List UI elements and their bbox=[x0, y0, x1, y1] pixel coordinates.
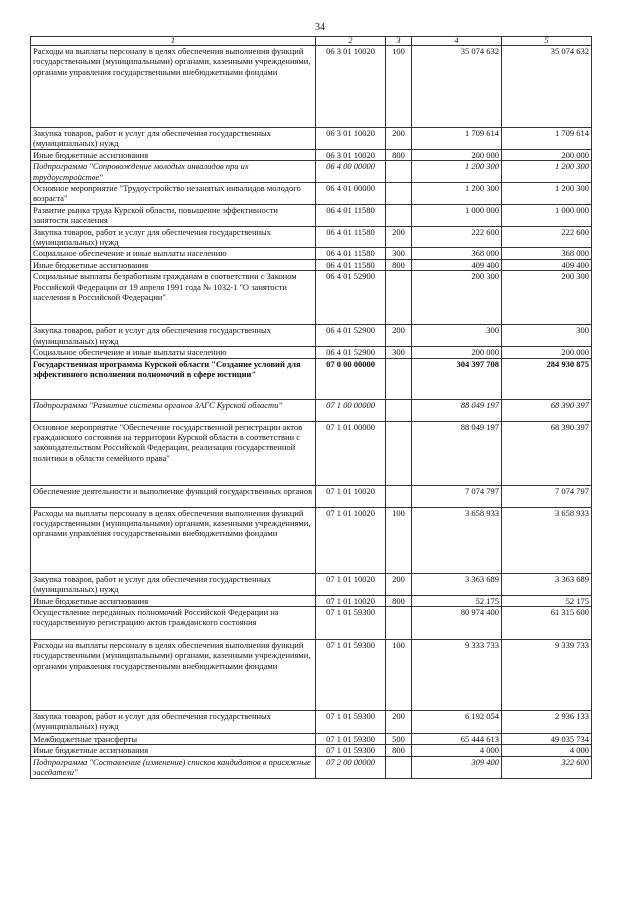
expense-kind-cell: 200 bbox=[386, 573, 412, 595]
expense-name-cell: Осуществление переданных полномочий Российской Федерации на государственную регистрацию актов гражданского состояния bbox=[31, 606, 316, 639]
expense-kind-cell bbox=[386, 358, 412, 399]
target-code-cell: 07 1 01 10020 bbox=[316, 485, 386, 507]
expense-kind-cell: 300 bbox=[386, 347, 412, 358]
table-row bbox=[31, 46, 592, 128]
amount-year2-cell: 1 709 614 bbox=[502, 128, 592, 150]
table-row bbox=[31, 204, 592, 226]
expense-name-cell: Подпрограмма "Развитие системы органов ЗАГС Курской области" bbox=[31, 399, 316, 421]
expense-kind-cell bbox=[386, 606, 412, 639]
amount-year1-cell: 368 000 bbox=[412, 248, 502, 259]
target-code-cell: 06 4 01 52900 bbox=[316, 325, 386, 347]
expense-name-cell: Социальное обеспечение и иные выплаты населению bbox=[31, 347, 316, 358]
expense-kind-cell bbox=[386, 271, 412, 325]
table-row bbox=[31, 259, 592, 270]
expense-name-cell: Расходы на выплаты персоналу в целях обеспечения выполнения функций государственными (муниципальными) органами, казенными учреждениями, органами управления государственными внебюджетными фондами bbox=[31, 507, 316, 573]
table-row bbox=[31, 485, 592, 507]
expense-name-cell: Подпрограмма "Сопровождение молодых инвалидов при их трудоустройстве" bbox=[31, 161, 316, 183]
target-code-cell: 06 4 01 52900 bbox=[316, 271, 386, 325]
expense-name-cell: Основное мероприятие "Обеспечение государственной регистрации актов гражданского состояния на территории Курской области в соответствии с законодательством Российской Федерации, реализация государственной политики в области семейного права" bbox=[31, 421, 316, 485]
expense-kind-cell: 800 bbox=[386, 595, 412, 606]
amount-year1-cell: 222 600 bbox=[412, 226, 502, 248]
amount-year2-cell: 68 390 397 bbox=[502, 421, 592, 485]
amount-year1-cell: 35 074 632 bbox=[412, 46, 502, 128]
expense-name-cell: Государственная программа Курской области "Создание условий для эффективного исполнения полномочий в сфере юстиции" bbox=[31, 358, 316, 399]
table-row bbox=[31, 149, 592, 160]
amount-year1-cell: 88 049 197 bbox=[412, 399, 502, 421]
table-row bbox=[31, 733, 592, 744]
target-code-cell: 06 4 01 11580 bbox=[316, 259, 386, 270]
amount-year1-cell: 1 200 300 bbox=[412, 183, 502, 205]
amount-year2-cell: 35 074 632 bbox=[502, 46, 592, 128]
target-code-cell: 06 4 01 00000 bbox=[316, 183, 386, 205]
target-code-cell: 07 0 00 00000 bbox=[316, 358, 386, 399]
amount-year1-cell: 3 363 689 bbox=[412, 573, 502, 595]
amount-year2-cell: 1 200 300 bbox=[502, 161, 592, 183]
target-code-cell: 06 4 01 11580 bbox=[316, 248, 386, 259]
amount-year1-cell: 52 175 bbox=[412, 595, 502, 606]
expense-kind-cell: 200 bbox=[386, 226, 412, 248]
amount-year2-cell: 4 000 bbox=[502, 745, 592, 756]
expense-kind-cell bbox=[386, 204, 412, 226]
column-header: 5 bbox=[502, 37, 592, 46]
table-row bbox=[31, 248, 592, 259]
amount-year1-cell: 65 444 613 bbox=[412, 733, 502, 744]
amount-year2-cell: 52 175 bbox=[502, 595, 592, 606]
target-code-cell: 06 4 01 52900 bbox=[316, 347, 386, 358]
amount-year1-cell: 7 074 797 bbox=[412, 485, 502, 507]
amount-year2-cell: 61 315 600 bbox=[502, 606, 592, 639]
table-row bbox=[31, 639, 592, 710]
expense-name-cell: Расходы на выплаты персоналу в целях обеспечения выполнения функций государственными (муниципальными) органами, казенными учреждениями, органами управления государственными внебюджетными фондами bbox=[31, 46, 316, 128]
expense-kind-cell: 100 bbox=[386, 507, 412, 573]
expense-name-cell: Расходы на выплаты персоналу в целях обеспечения выполнения функций государственными (муниципальными) органами, казенными учреждениями, органами управления государственными внебюджетными фондами bbox=[31, 639, 316, 710]
expense-name-cell: Межбюджетные трансферты bbox=[31, 733, 316, 744]
amount-year2-cell: 49 035 734 bbox=[502, 733, 592, 744]
amount-year2-cell: 409 400 bbox=[502, 259, 592, 270]
table-row bbox=[31, 128, 592, 150]
expense-name-cell: Обеспечение деятельности и выполнение функций государственных органов bbox=[31, 485, 316, 507]
expense-kind-cell: 800 bbox=[386, 149, 412, 160]
expense-kind-cell: 100 bbox=[386, 46, 412, 128]
expense-kind-cell bbox=[386, 161, 412, 183]
amount-year2-cell: 222 600 bbox=[502, 226, 592, 248]
table-row bbox=[31, 183, 592, 205]
expense-kind-cell: 300 bbox=[386, 248, 412, 259]
table-row bbox=[31, 161, 592, 183]
amount-year1-cell: 200 300 bbox=[412, 271, 502, 325]
expense-kind-cell bbox=[386, 421, 412, 485]
amount-year2-cell: 200 300 bbox=[502, 271, 592, 325]
amount-year1-cell: 309 400 bbox=[412, 756, 502, 778]
amount-year2-cell: 1 000 000 bbox=[502, 204, 592, 226]
target-code-cell: 07 1 01 10020 bbox=[316, 573, 386, 595]
amount-year2-cell: 300 bbox=[502, 325, 592, 347]
column-header: 2 bbox=[316, 37, 386, 46]
expense-kind-cell: 200 bbox=[386, 325, 412, 347]
amount-year2-cell: 368 000 bbox=[502, 248, 592, 259]
table-row bbox=[31, 507, 592, 573]
target-code-cell: 06 4 01 11580 bbox=[316, 204, 386, 226]
expense-name-cell: Основное мероприятие "Трудоустройство незанятых инвалидов молодого возраста" bbox=[31, 183, 316, 205]
table-row bbox=[31, 226, 592, 248]
amount-year1-cell: 9 333 733 bbox=[412, 639, 502, 710]
expense-name-cell: Закупка товаров, работ и услуг для обеспечения государственных (муниципальных) нужд bbox=[31, 573, 316, 595]
expense-kind-cell: 800 bbox=[386, 745, 412, 756]
amount-year2-cell: 68 390 397 bbox=[502, 399, 592, 421]
expense-kind-cell: 800 bbox=[386, 259, 412, 270]
table-row bbox=[31, 358, 592, 399]
expense-kind-cell bbox=[386, 399, 412, 421]
amount-year2-cell: 3 658 933 bbox=[502, 507, 592, 573]
amount-year1-cell: 88 049 197 bbox=[412, 421, 502, 485]
target-code-cell: 07 1 00 00000 bbox=[316, 399, 386, 421]
expense-kind-cell: 200 bbox=[386, 128, 412, 150]
target-code-cell: 07 1 01 59300 bbox=[316, 606, 386, 639]
column-header: 1 bbox=[31, 37, 316, 46]
amount-year2-cell: 284 930 875 bbox=[502, 358, 592, 399]
expense-kind-cell bbox=[386, 756, 412, 778]
amount-year2-cell: 200 000 bbox=[502, 347, 592, 358]
table-row bbox=[31, 756, 592, 778]
target-code-cell: 06 3 01 10020 bbox=[316, 46, 386, 128]
table-row bbox=[31, 421, 592, 485]
expense-name-cell: Развитие рынка труда Курской области, повышение эффективности занятости населения bbox=[31, 204, 316, 226]
amount-year1-cell: 80 974 400 bbox=[412, 606, 502, 639]
column-number-row bbox=[31, 37, 592, 46]
amount-year2-cell: 200 000 bbox=[502, 149, 592, 160]
table-row bbox=[31, 573, 592, 595]
expense-name-cell: Закупка товаров, работ и услуг для обеспечения государственных (муниципальных) нужд bbox=[31, 710, 316, 733]
table-row bbox=[31, 271, 592, 325]
amount-year1-cell: 1 200 300 bbox=[412, 161, 502, 183]
amount-year2-cell: 1 200 300 bbox=[502, 183, 592, 205]
target-code-cell: 07 1 01 00000 bbox=[316, 421, 386, 485]
expense-name-cell: Иные бюджетные ассигнования bbox=[31, 745, 316, 756]
expense-name-cell: Иные бюджетные ассигнования bbox=[31, 259, 316, 270]
expense-name-cell: Социальные выплаты безработным гражданам в соответствии с Законом Российской Федерации от 19 апреля 1991 года № 1032-1 "О занятости населения в Российской Федерации" bbox=[31, 271, 316, 325]
budget-table bbox=[30, 36, 592, 779]
target-code-cell: 07 1 01 59300 bbox=[316, 710, 386, 733]
amount-year1-cell: 409 400 bbox=[412, 259, 502, 270]
amount-year1-cell: 300 bbox=[412, 325, 502, 347]
amount-year2-cell: 7 074 797 bbox=[502, 485, 592, 507]
amount-year2-cell: 2 936 133 bbox=[502, 710, 592, 733]
amount-year1-cell: 304 397 708 bbox=[412, 358, 502, 399]
amount-year1-cell: 200 000 bbox=[412, 347, 502, 358]
expense-name-cell: Закупка товаров, работ и услуг для обеспечения государственных (муниципальных) нужд bbox=[31, 128, 316, 150]
amount-year1-cell: 4 000 bbox=[412, 745, 502, 756]
table-row bbox=[31, 347, 592, 358]
expense-kind-cell: 100 bbox=[386, 639, 412, 710]
table-row bbox=[31, 595, 592, 606]
target-code-cell: 06 3 01 10020 bbox=[316, 149, 386, 160]
target-code-cell: 07 1 01 10020 bbox=[316, 507, 386, 573]
target-code-cell: 07 1 01 59300 bbox=[316, 745, 386, 756]
expense-kind-cell bbox=[386, 183, 412, 205]
amount-year2-cell: 322 600 bbox=[502, 756, 592, 778]
target-code-cell: 07 1 01 59300 bbox=[316, 639, 386, 710]
target-code-cell: 07 2 00 00000 bbox=[316, 756, 386, 778]
expense-name-cell: Подпрограмма "Составление (изменение) списков кандидатов в присяжные заседатели" bbox=[31, 756, 316, 778]
amount-year2-cell: 3 363 689 bbox=[502, 573, 592, 595]
table-row bbox=[31, 710, 592, 733]
column-header: 3 bbox=[386, 37, 412, 46]
expense-kind-cell: 200 bbox=[386, 710, 412, 733]
expense-name-cell: Закупка товаров, работ и услуг для обеспечения государственных (муниципальных) нужд bbox=[31, 325, 316, 347]
table-row bbox=[31, 399, 592, 421]
amount-year1-cell: 1 000 000 bbox=[412, 204, 502, 226]
target-code-cell: 06 4 01 11580 bbox=[316, 226, 386, 248]
page-number: 34 bbox=[315, 22, 325, 33]
amount-year1-cell: 6 192 054 bbox=[412, 710, 502, 733]
column-header: 4 bbox=[412, 37, 502, 46]
expense-name-cell: Иные бюджетные ассигнования bbox=[31, 595, 316, 606]
amount-year1-cell: 1 709 614 bbox=[412, 128, 502, 150]
amount-year1-cell: 3 658 933 bbox=[412, 507, 502, 573]
expense-name-cell: Социальное обеспечение и иные выплаты населению bbox=[31, 248, 316, 259]
expense-name-cell: Иные бюджетные ассигнования bbox=[31, 149, 316, 160]
expense-kind-cell bbox=[386, 485, 412, 507]
table-row bbox=[31, 606, 592, 639]
amount-year2-cell: 9 339 733 bbox=[502, 639, 592, 710]
table-row bbox=[31, 745, 592, 756]
target-code-cell: 06 3 01 10020 bbox=[316, 128, 386, 150]
amount-year1-cell: 200 000 bbox=[412, 149, 502, 160]
expense-name-cell: Закупка товаров, работ и услуг для обеспечения государственных (муниципальных) нужд bbox=[31, 226, 316, 248]
target-code-cell: 07 1 01 10020 bbox=[316, 595, 386, 606]
target-code-cell: 07 1 01 59300 bbox=[316, 733, 386, 744]
target-code-cell: 06 4 00 00000 bbox=[316, 161, 386, 183]
expense-kind-cell: 500 bbox=[386, 733, 412, 744]
table-row bbox=[31, 325, 592, 347]
